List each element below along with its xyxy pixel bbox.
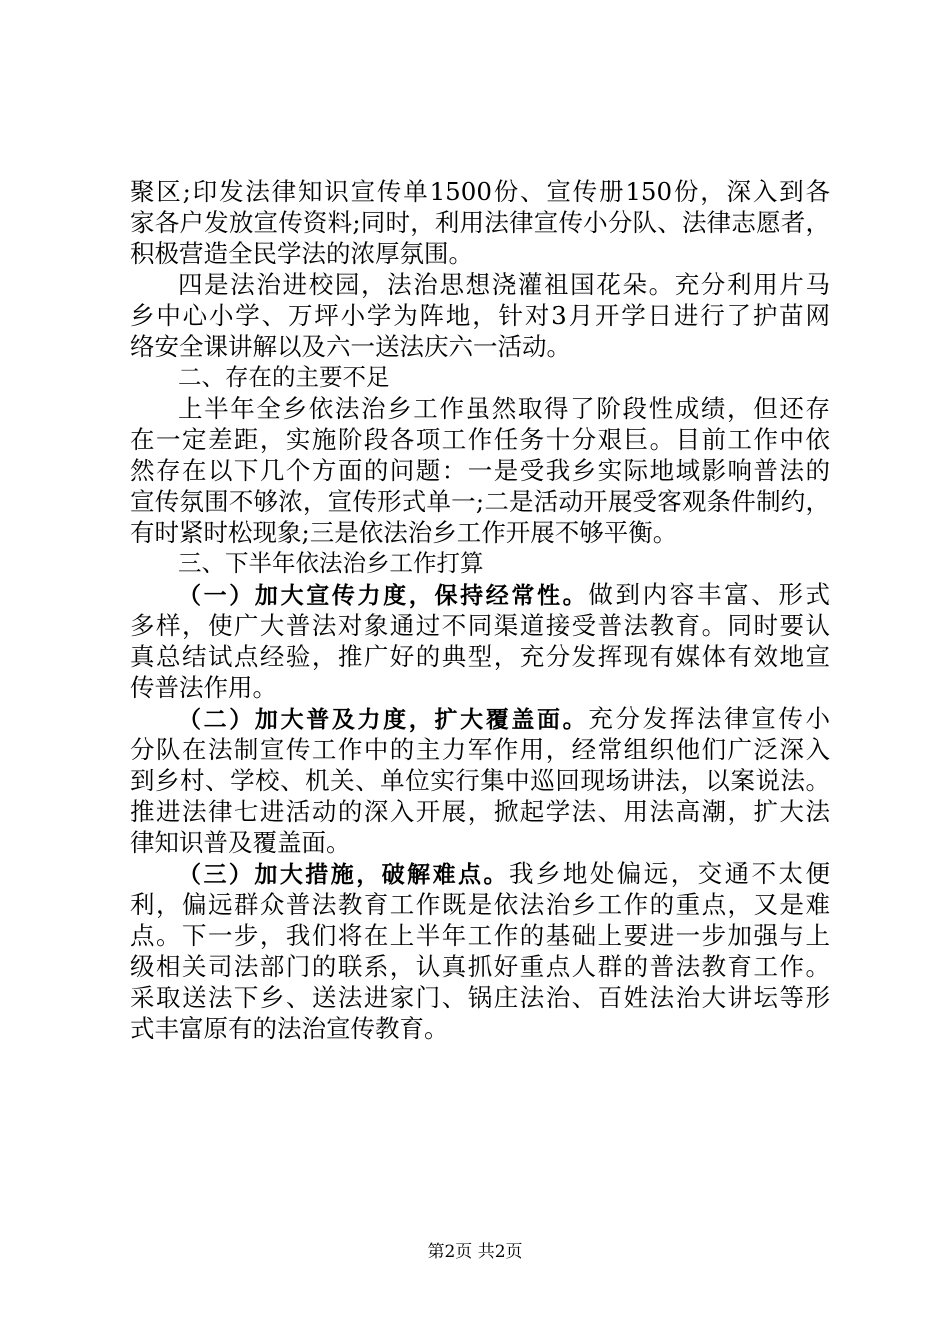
section-heading: 三、下半年依法治乡工作打算 (178, 549, 484, 577)
paragraph-line: 式丰富原有的法治宣传教育。 (130, 1014, 449, 1043)
paragraph-line: 积极营造全民学法的浓厚氛围。 (130, 239, 473, 268)
document-body (130, 176, 830, 1044)
subsection-text: 我乡地处偏远，交通不太便 (508, 859, 831, 888)
paragraph-line: 上半年全乡依法治乡工作虽然取得了阶段性成绩，但还存 (178, 394, 830, 423)
paragraph-line: 乡中心小学、万坪小学为阵地，针对3月开学日进行了护苗网 (130, 301, 830, 330)
subsection-text: 充分发挥法律宣传小 (588, 704, 831, 733)
paragraph-line: 在一定差距，实施阶段各项工作任务十分艰巨。目前工作中依 (130, 425, 830, 454)
subsection-title: （二）加大普及力度，扩大覆盖面。 (178, 707, 589, 733)
paragraph-line: 级相关司法部门的联系，认真抓好重点人群的普法教育工作。 (130, 952, 830, 981)
paragraph-line: 真总结试点经验，推广好的典型，充分发挥现有媒体有效地宣 (130, 642, 830, 671)
subsection-line (130, 703, 830, 734)
paragraph-line: 分队在法制宣传工作中的主力军作用，经常组织他们广泛深入 (130, 735, 830, 764)
paragraph-line: 点。下一步，我们将在上半年工作的基础上要进一步加强与上 (130, 921, 830, 950)
subsection-line (130, 579, 830, 610)
paragraph-line: 利，偏远群众普法教育工作既是依法治乡工作的重点，又是难 (130, 890, 830, 919)
paragraph-line: 律知识普及覆盖面。 (130, 828, 351, 857)
paragraph-line: 络安全课讲解以及六一送法庆六一活动。 (130, 332, 571, 361)
paragraph-line: 多样，使广大普法对象通过不同渠道接受普法教育。同时要认 (130, 611, 830, 640)
subsection-text: 做到内容丰富、形式 (588, 580, 831, 609)
paragraph-line: 宣传氛围不够浓，宣传形式单一;二是活动开展受客观条件制约， (130, 487, 830, 516)
paragraph-line: 四是法治进校园，法治思想浇灌祖国花朵。充分利用片马 (178, 270, 830, 299)
paragraph-line: 聚区;印发法律知识宣传单1500份、宣传册150份，深入到各 (130, 177, 830, 206)
page-footer: 第2页 共2页 (427, 1242, 523, 1262)
subsection-title: （一）加大宣传力度，保持经常性。 (178, 583, 589, 609)
paragraph-line: 推进法律七进活动的深入开展，掀起学法、用法高潮，扩大法 (130, 797, 830, 826)
paragraph-line: 采取送法下乡、送法进家门、锅庄法治、百姓法治大讲坛等形 (130, 983, 830, 1012)
paragraph-line: 有时紧时松现象;三是依法治乡工作开展不够平衡。 (130, 518, 678, 547)
paragraph-line: 到乡村、学校、机关、单位实行集中巡回现场讲法，以案说法。 (130, 766, 830, 795)
paragraph-line: 家各户发放宣传资料;同时，利用法律宣传小分队、法律志愿者， (130, 208, 830, 237)
subsection-title: （三）加大措施，破解难点。 (178, 862, 509, 888)
paragraph-line: 传普法作用。 (130, 673, 277, 702)
subsection-line (130, 858, 830, 889)
section-heading: 二、存在的主要不足 (178, 363, 390, 391)
paragraph-line: 然存在以下几个方面的问题：一是受我乡实际地域影响普法的 (130, 456, 830, 485)
